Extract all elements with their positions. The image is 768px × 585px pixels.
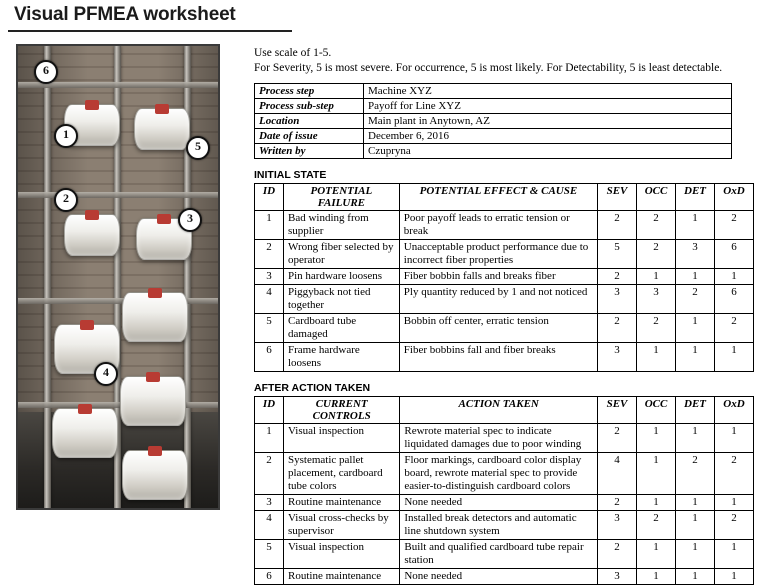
cell-action: None needed [400,495,598,511]
cell-occ: 1 [637,343,676,372]
initial-state-table [254,183,754,372]
cell-det: 1 [676,424,715,453]
cell-oxd: 2 [715,211,754,240]
fiber-bobbin [134,108,190,150]
cell-sev: 2 [598,269,637,285]
cell-sev: 4 [598,453,637,495]
cell-failure: Bad winding from supplier [284,211,400,240]
cell-effect: Poor payoff leads to erratic tension or break [399,211,597,240]
fiber-bobbin [52,408,118,458]
cell-controls: Routine maintenance [284,495,400,511]
table-header-row [255,397,754,424]
cell-oxd: 2 [715,511,754,540]
cell-det: 1 [676,569,715,585]
cell-id: 6 [255,343,284,372]
cell-controls: Visual cross-checks by supervisor [284,511,400,540]
table-row [255,129,732,144]
column-header-action-taken: ACTION TAKEN [400,397,598,424]
info-value: Czupryna [364,144,732,159]
column-header-oxd: OxD [715,184,754,211]
cell-sev: 2 [598,314,637,343]
after-action-table [254,396,754,585]
column-header-potential-failure: POTENTIAL FAILURE [284,184,400,211]
cell-id: 2 [255,453,284,495]
cell-action: Built and qualified cardboard tube repair station [400,540,598,569]
photo-marker: 4 [94,362,118,386]
table-row [255,285,754,314]
page-title: Visual PFMEA worksheet [14,4,236,25]
cell-effect: Fiber bobbins fall and fiber breaks [399,343,597,372]
cell-occ: 2 [637,511,676,540]
column-header-oxd: OxD [715,397,754,424]
cell-sev: 2 [598,540,637,569]
cell-effect: Bobbin off center, erratic tension [399,314,597,343]
table-row [255,511,754,540]
cell-failure: Wrong fiber selected by operator [284,240,400,269]
cell-failure: Piggyback not tied together [284,285,400,314]
frame-crossbar [18,402,218,408]
cell-sev: 3 [598,511,637,540]
column-header-sev: SEV [598,184,637,211]
cell-occ: 2 [637,211,676,240]
cell-action: Installed break detectors and automatic line shutdown system [400,511,598,540]
table-row [255,84,732,99]
cell-id: 5 [255,540,284,569]
table-row [255,495,754,511]
cell-det: 1 [676,540,715,569]
column-header-occ: OCC [637,184,676,211]
cell-id: 3 [255,495,284,511]
column-header-sev: SEV [598,397,637,424]
scale-note-line-2: For Severity, 5 is most severe. For occurrence, 5 is most likely. For Detectability, 5 is least detectable. [254,62,723,74]
cell-sev: 3 [598,569,637,585]
cell-failure: Frame hardware loosens [284,343,400,372]
cell-det: 1 [676,495,715,511]
cell-det: 2 [676,453,715,495]
column-header-id: ID [255,184,284,211]
cell-id: 1 [255,424,284,453]
cell-det: 1 [676,211,715,240]
cell-occ: 1 [637,269,676,285]
info-value: Machine XYZ [364,84,732,99]
column-header-det: DET [676,397,715,424]
fiber-bobbin [122,450,188,500]
table-row [255,99,732,114]
photo-marker: 3 [178,208,202,232]
cell-oxd: 1 [715,343,754,372]
cell-id: 4 [255,511,284,540]
cell-sev: 3 [598,285,637,314]
fiber-bobbin [64,214,120,256]
cell-id: 5 [255,314,284,343]
cell-oxd: 1 [715,540,754,569]
cell-occ: 1 [637,453,676,495]
info-label: Location [255,114,364,129]
table-row [255,540,754,569]
process-photo [16,44,220,510]
table-row [255,343,754,372]
photo-marker: 6 [34,60,58,84]
cell-oxd: 1 [715,495,754,511]
cell-effect: Unacceptable product performance due to incorrect fiber properties [399,240,597,269]
info-value: Payoff for Line XYZ [364,99,732,114]
cell-oxd: 2 [715,314,754,343]
cell-det: 2 [676,285,715,314]
cell-controls: Systematic pallet placement, cardboard tube colors [284,453,400,495]
cell-occ: 2 [637,314,676,343]
column-header-potential-effect: POTENTIAL EFFECT & CAUSE [399,184,597,211]
cell-id: 6 [255,569,284,585]
table-row [255,240,754,269]
scale-note [254,46,754,76]
table-header-row [255,184,754,211]
cell-controls: Routine maintenance [284,569,400,585]
photo-marker: 2 [54,188,78,212]
info-label: Process sub-step [255,99,364,114]
cell-det: 3 [676,240,715,269]
cell-action: Floor markings, cardboard color display board, rewrote material spec to provide easier-to-distinguish cardboard colors [400,453,598,495]
info-label: Date of issue [255,129,364,144]
cell-failure: Pin hardware loosens [284,269,400,285]
cell-oxd: 2 [715,453,754,495]
cell-effect: Fiber bobbin falls and breaks fiber [399,269,597,285]
column-header-id: ID [255,397,284,424]
column-header-current-controls: CURRENT CONTROLS [284,397,400,424]
frame-rail [44,46,51,508]
cell-occ: 1 [637,540,676,569]
table-row [255,453,754,495]
cell-id: 3 [255,269,284,285]
cell-failure: Cardboard tube damaged [284,314,400,343]
cell-sev: 2 [598,211,637,240]
table-row [255,314,754,343]
fiber-bobbin [120,376,186,426]
scale-note-line-1: Use scale of 1-5. [254,47,332,59]
worksheet-body [254,46,754,585]
table-row [255,144,732,159]
title-divider [8,30,292,32]
photo-marker: 1 [54,124,78,148]
info-value: Main plant in Anytown, AZ [364,114,732,129]
cell-occ: 1 [637,495,676,511]
cell-oxd: 6 [715,240,754,269]
column-header-det: DET [676,184,715,211]
cell-action: None needed [400,569,598,585]
table-row [255,424,754,453]
header-info-table [254,83,732,159]
cell-det: 1 [676,511,715,540]
cell-oxd: 1 [715,269,754,285]
cell-oxd: 1 [715,424,754,453]
cell-sev: 5 [598,240,637,269]
cell-sev: 3 [598,343,637,372]
fiber-bobbin [122,292,188,342]
info-label: Written by [255,144,364,159]
info-label: Process step [255,84,364,99]
cell-det: 1 [676,314,715,343]
cell-id: 2 [255,240,284,269]
frame-crossbar [18,298,218,304]
cell-sev: 2 [598,495,637,511]
photo-marker: 5 [186,136,210,160]
frame-crossbar [18,192,218,198]
table-row [255,114,732,129]
cell-occ: 1 [637,424,676,453]
after-action-label: AFTER ACTION TAKEN [254,382,371,394]
column-header-occ: OCC [637,397,676,424]
cell-det: 1 [676,269,715,285]
table-row [255,569,754,585]
cell-effect: Ply quantity reduced by 1 and not noticed [399,285,597,314]
cell-id: 1 [255,211,284,240]
cell-oxd: 6 [715,285,754,314]
info-value: December 6, 2016 [364,129,732,144]
cell-occ: 2 [637,240,676,269]
table-row [255,269,754,285]
cell-occ: 1 [637,569,676,585]
cell-sev: 2 [598,424,637,453]
cell-action: Rewrote material spec to indicate liquidated damages due to poor winding [400,424,598,453]
cell-det: 1 [676,343,715,372]
table-row [255,211,754,240]
cell-controls: Visual inspection [284,424,400,453]
cell-controls: Visual inspection [284,540,400,569]
cell-oxd: 1 [715,569,754,585]
cell-occ: 3 [637,285,676,314]
initial-state-label: INITIAL STATE [254,169,327,181]
cell-id: 4 [255,285,284,314]
